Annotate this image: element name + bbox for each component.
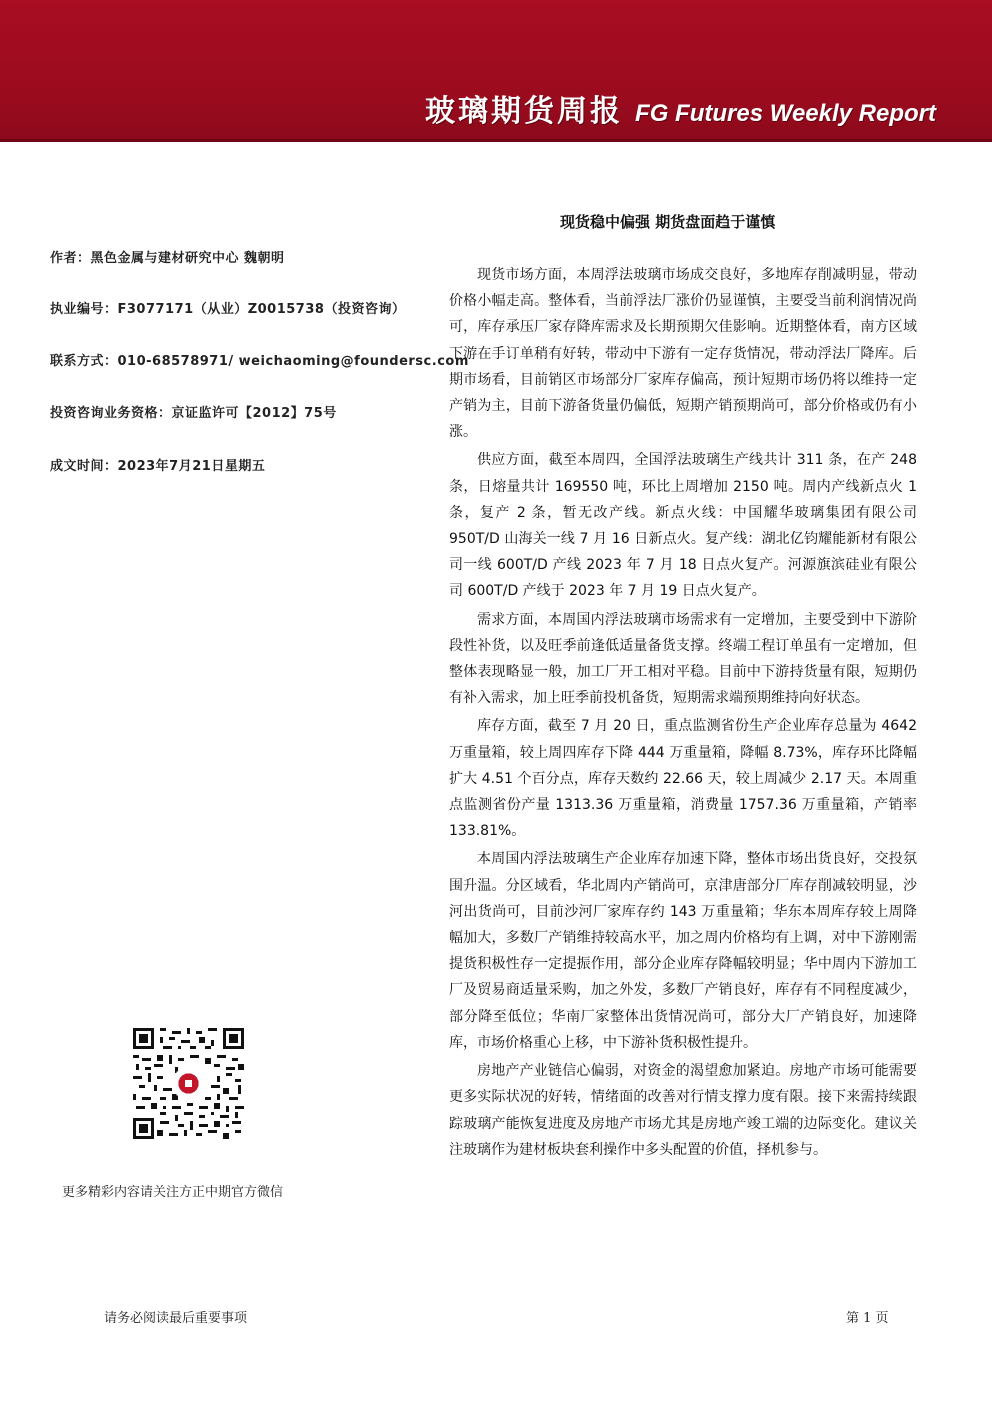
banner-title-en: FG Futures Weekly Report: [635, 100, 936, 127]
paragraph-real-estate: 房地产产业链信心偏弱，对资金的渴望愈加紧迫。房地产市场可能需要更多实际状况的好转，情绪面的改善对行情支撑力度有限。接下来需持续跟踪玻璃产能恢复进度及房地产市场尤其是房地产竣工端的边际变化。建议关注玻璃作为建材板块套利操作中多头配置的价值，择机参与。: [449, 1063, 917, 1158]
date-line: 成文时间：2023年7月21日星期五: [50, 459, 266, 474]
author-line: 作者：黑色金属与建材研究中心 魏朝明: [50, 251, 285, 266]
qr-code-icon[interactable]: [133, 1028, 244, 1139]
paragraph-inventory: 库存方面，截至 7 月 20 日，重点监测省份生产企业库存总量为 4642 万重量箱，较上周四库存下降 444 万重量箱，降幅 8.73%，库存环比降幅扩大 4.51 个百分点，库存天数约 22.66 天，较上周减少 2.17 天。本周重点监测省份产量 1313.36 万重量箱，消费量 1757.36 万重量箱，产销率 133.81%。: [449, 718, 917, 840]
banner-title: [425, 86, 936, 130]
paragraph-supply: 供应方面，截至本周四，全国浮法玻璃生产线共计 311 条，在产 248 条，日熔量共计 169550 吨，环比上周增加 2150 吨。周内产线新点火 1 条，复产 2 条，暂无改产线。新点火线：中国耀华玻璃集团有限公司 950T/D 山海关一线 7 月 16 日新点火。复产线：湖北亿钧耀能新材有限公司一线 600T/D 产线 2023 年 7 月 18 日点火复产。河源旗滨硅业有限公司 600T/D 产线于 2023 年 7 月 19 日点火复产。: [449, 452, 917, 600]
license-line: 执业编号：F3077171（从业）Z0015738（投资咨询）: [50, 302, 406, 317]
contact-line: 联系方式：010-68578971/ weichaoming@foundersc.com: [50, 354, 469, 369]
footer-notice: 请务必阅读最后重要事项: [104, 1311, 248, 1326]
page-number: 第 1 页: [846, 1311, 889, 1326]
paragraph-regional: 本周国内浮法玻璃生产企业库存加速下降，整体市场出货良好，交投氛围升温。分区域看，华北周内产销尚可，京津唐部分厂库存削减较明显，沙河出货尚可，目前沙河厂家库存约 143 万重量箱；华东本周库存较上周降幅加大，多数厂产销维持较高水平，加之周内价格均有上调，对中下游刚需提货积极性存一定提振作用，部分企业库存降幅较明显；华中周内下游加工厂及贸易商适量采购，加之外发，多数厂产销良好，库存有不同程度减少，部分降至低位；华南厂家整体出货情况尚可，部分大厂产销良好，加速降库，市场价格重心上移，中下游补货积极性提升。: [449, 851, 917, 1051]
paragraph-spot-market: 现货市场方面，本周浮法玻璃市场成交良好，多地库存削减明显，带动价格小幅走高。整体看，当前浮法厂涨价仍显谨慎，主要受当前利润情况尚可，库存承压厂家存降库需求及长期预期欠佳影响。近期整体看，南方区域下游在手订单稍有好转，带动中下游有一定存货情况，带动浮法厂降库。后期市场看，目前销区市场部分厂家库存偏高，预计短期市场仍将以维持一定产销为主，目前下游备货量仍偏低，短期产销预期尚可，部分价格或仍有小涨。: [449, 267, 917, 441]
banner-title-cn: 玻璃期货周报: [425, 94, 624, 129]
report-banner: [0, 0, 992, 142]
paragraph-demand: 需求方面，本周国内浮法玻璃市场需求有一定增加，主要受到中下游阶段性补货，以及旺季前逢低适量备货支撑。终端工程订单虽有一定增加，但整体表现略显一般，加工厂开工相对平稳。目前中下游持货量有限，短期仍有补入需求，加上旺季前投机备货，短期需求端预期维持向好状态。: [449, 611, 917, 707]
qr-caption: 更多精彩内容请关注方正中期官方微信: [62, 1185, 284, 1200]
article-body: [449, 262, 917, 1165]
qualification-line: 投资咨询业务资格：京证监许可【2012】75号: [50, 406, 337, 421]
article-headline: 现货稳中偏强 期货盘面趋于谨慎: [560, 213, 776, 231]
